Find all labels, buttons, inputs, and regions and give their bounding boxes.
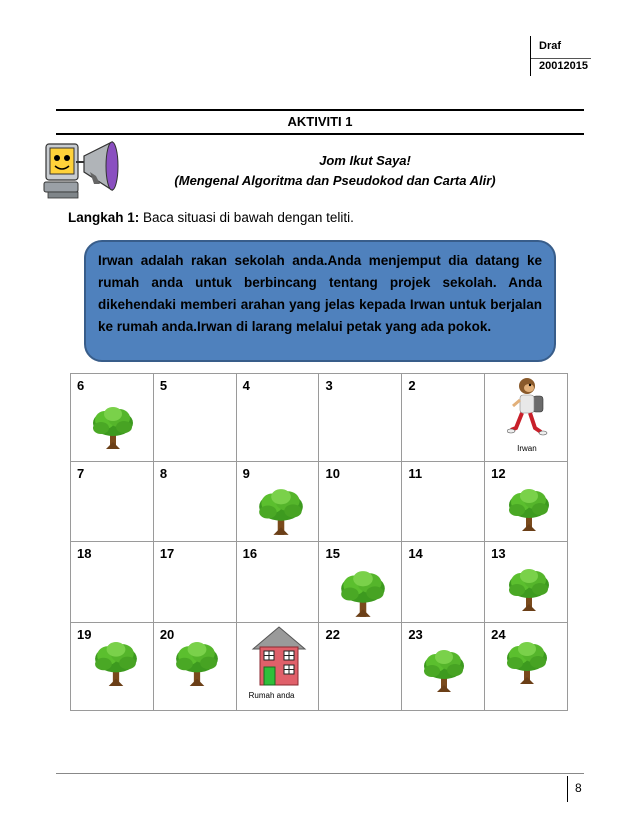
grid-cell <box>153 623 236 711</box>
grid-cell <box>71 462 154 542</box>
grid-cell <box>485 462 568 542</box>
house-icon <box>251 623 307 687</box>
cell-number: 3 <box>325 378 333 393</box>
grid-cell-house <box>236 623 319 711</box>
grid-cell <box>71 374 154 462</box>
grid-cell-irwan <box>485 374 568 462</box>
step-text: Baca situasi di bawah dengan teliti. <box>139 210 354 225</box>
cell-number: 10 <box>325 466 340 481</box>
cell-number: 4 <box>242 378 250 393</box>
step-instruction <box>68 210 354 225</box>
cell-number: 14 <box>408 546 423 561</box>
title-rule-top <box>56 109 584 111</box>
activity-subtitle: Jom Ikut Saya! <box>319 153 411 168</box>
grid-cell <box>402 374 485 462</box>
situation-box <box>84 240 556 362</box>
tree-icon <box>505 641 549 685</box>
page-number: 8 <box>575 781 582 795</box>
grid-cell <box>402 623 485 711</box>
grid-cell <box>485 542 568 623</box>
grid-cell <box>402 462 485 542</box>
cell-number: 6 <box>77 378 85 393</box>
grid-row <box>71 374 568 462</box>
cell-number: 2 <box>408 378 416 393</box>
grid-cell <box>153 462 236 542</box>
footer-rule <box>56 773 584 774</box>
cell-number: 19 <box>77 627 92 642</box>
tree-icon <box>507 488 551 532</box>
grid-cell <box>153 374 236 462</box>
cell-number: 5 <box>159 378 168 393</box>
title-rule-bottom <box>56 133 584 135</box>
cell-number: 8 <box>159 466 168 481</box>
grid-cell <box>236 542 319 623</box>
cell-number: 16 <box>242 546 258 561</box>
tree-icon <box>422 649 466 693</box>
activity-title: AKTIVITI 1 <box>287 114 353 129</box>
cell-number: 9 <box>242 466 250 481</box>
grid-cell <box>319 542 402 623</box>
irwan-character-icon <box>507 376 551 440</box>
cell-number: 20 <box>159 627 175 642</box>
grid-cell <box>319 623 402 711</box>
grid-row <box>71 542 568 623</box>
grid-cell <box>236 462 319 542</box>
draft-label: Draf <box>539 40 562 52</box>
grid-cell <box>236 374 319 462</box>
grid-row <box>71 462 568 542</box>
cell-number: 18 <box>77 546 92 561</box>
grid-cell <box>153 542 236 623</box>
draft-divider <box>531 58 591 59</box>
cell-number: 15 <box>325 546 340 561</box>
tree-icon <box>91 406 135 450</box>
grid-cell <box>319 462 402 542</box>
house-label: Rumah anda <box>248 691 295 700</box>
computer-megaphone-icon <box>40 138 126 202</box>
activity-subtitle-2: (Mengenal Algoritma dan Pseudokod dan Carta Alir) <box>174 173 496 188</box>
map-grid <box>70 373 568 711</box>
step-label: Langkah 1: <box>68 210 140 225</box>
tree-icon <box>507 568 551 612</box>
grid-cell <box>319 374 402 462</box>
grid-cell <box>71 623 154 711</box>
cell-number: 11 <box>408 466 423 481</box>
cell-number: 24 <box>491 627 506 642</box>
cell-number: 22 <box>325 627 340 642</box>
draft-code: 20012015 <box>539 60 588 72</box>
tree-icon <box>339 570 387 618</box>
cell-number: 12 <box>491 466 506 481</box>
cell-number: 13 <box>491 546 506 561</box>
tree-icon <box>93 641 139 687</box>
irwan-label: Irwan <box>517 444 537 453</box>
cell-number: 17 <box>159 546 175 561</box>
page-number-box <box>567 776 590 802</box>
tree-icon <box>257 488 305 536</box>
draft-box <box>530 36 591 76</box>
cell-number: 7 <box>77 466 85 481</box>
grid-row <box>71 623 568 711</box>
tree-icon <box>174 641 220 687</box>
grid-cell <box>71 542 154 623</box>
grid-cell <box>402 542 485 623</box>
cell-number: 23 <box>408 627 423 642</box>
grid-cell <box>485 623 568 711</box>
situation-text: Irwan adalah rakan sekolah anda.Anda menjemput dia datang ke rumah anda untuk berbincang tentang projek sekolah. Anda dikehendaki memberi arahan yang jelas kepada Irwan untuk berjalan ke rumah anda.Irwan di larang melalui petak yang ada pokok. <box>98 253 542 334</box>
